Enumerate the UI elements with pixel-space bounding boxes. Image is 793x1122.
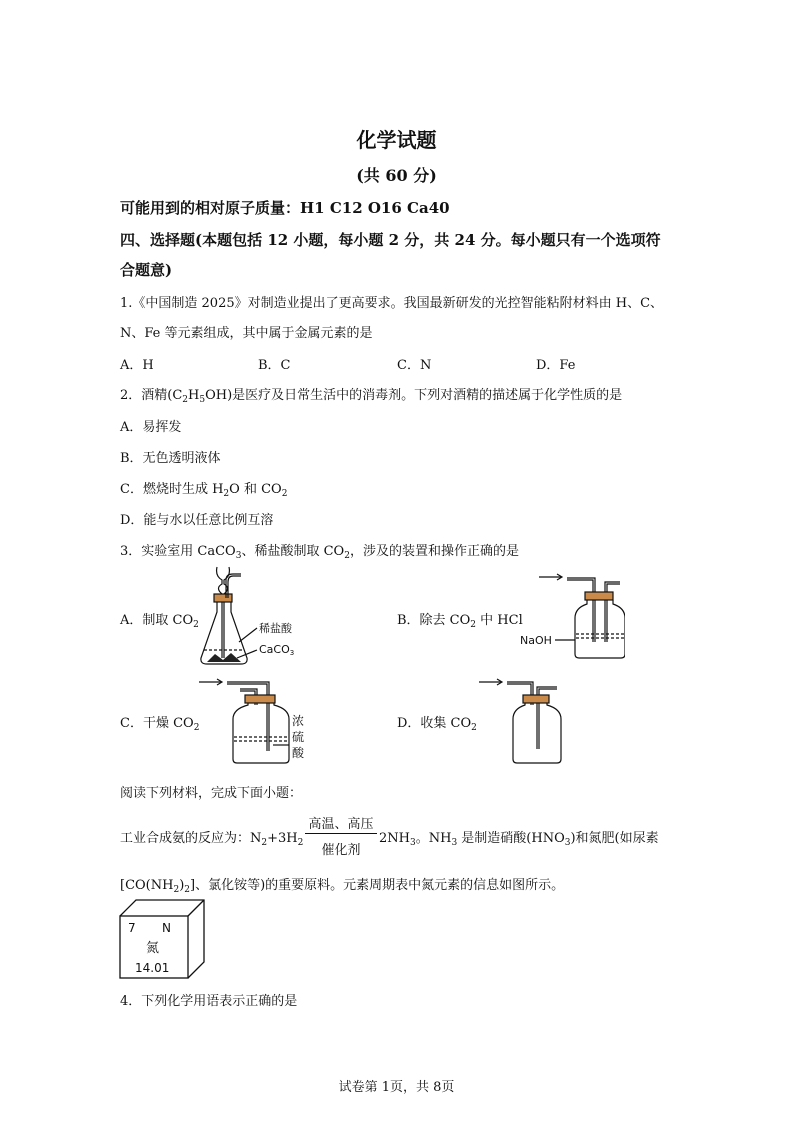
q1-stem-line1: 1.《中国制造 2025》对制造业提出了更高要求。我国最新研发的光控智能粘附材料由 H、C、 [120, 296, 664, 311]
reaction-arrow [305, 833, 377, 834]
element-mass: 14.01 [135, 961, 170, 975]
apparatus-a-flask [195, 562, 315, 670]
element-cell-nitrogen [118, 898, 208, 980]
atomic-masses: 可能用到的相对原子质量：H1 C12 O16 Ca40 [120, 199, 450, 217]
q2-option-a: A．易挥发 [120, 420, 182, 435]
q3-option-b: B．除去 $CO_2$ 中 HCl [397, 613, 523, 630]
label-conc-3: 酸 [292, 746, 305, 760]
reading-line2: $[CO(NH_2)_2]$、氯化铵等)的重要原料。元素周期表中氮元素的信息如图所示。 [120, 878, 565, 895]
apparatus-d-collect-bottle [475, 675, 585, 765]
reading-intro: 阅读下列材料，完成下面小题： [120, 786, 303, 801]
q3-option-a: A．制取 $CO_2$ [120, 613, 199, 630]
q2-option-c: C．燃烧时生成 $H_2O$ 和 $CO_2$ [120, 482, 288, 499]
reaction-product-sentence: $2NH_3$。$NH_3$ 是制造硝酸$(HNO_3)$和氮肥(如尿素 [379, 831, 659, 848]
q1-option-c: C．N [397, 358, 432, 373]
apparatus-b-wash-bottle [515, 572, 625, 662]
page-footer: 试卷第 1页，共 8页 [338, 1080, 455, 1095]
element-name: 氮 [146, 941, 160, 956]
section4-heading-line2: 合题意) [120, 261, 173, 279]
label-conc-2: 硫 [292, 730, 305, 744]
q2-stem: 2．酒精$(C_2H_5OH)$是医疗及日常生活中的消毒剂。下列对酒精的描述属于化学性质的是 [120, 388, 623, 405]
page-title: 化学试题 [356, 128, 437, 152]
element-symbol: N [162, 921, 171, 935]
label-conc-1: 浓 [292, 714, 305, 728]
element-number: 7 [128, 921, 136, 935]
q1-option-d: D．Fe [536, 358, 576, 373]
q3-option-d: D．收集 $CO_2$ [397, 716, 477, 733]
reaction-equation: 工业合成氨的反应为：$N_2+3H_2$ [120, 831, 304, 848]
q1-option-b: B．C [258, 358, 291, 373]
condition-bottom: 催化剂 [321, 843, 361, 858]
q1-option-a: A．H [120, 358, 154, 373]
q3-option-c: C．干燥 $CO_2$ [120, 716, 200, 733]
section4-heading-line1: 四、选择题(本题包括 12 小题，每小题 2 分，共 24 分。每小题只有一个选项符 [120, 231, 661, 249]
page-subtitle: (共 60 分) [356, 166, 437, 185]
q3-stem: 3．实验室用 CaCO$_3$、稀盐酸制取 $CO_2$，涉及的装置和操作正确的是 [120, 544, 519, 561]
apparatus-c-dry-bottle [195, 675, 320, 765]
q1-stem-line2: N、Fe 等元素组成，其中属于金属元素的是 [120, 326, 373, 341]
q2-option-b: B．无色透明液体 [120, 451, 221, 466]
q4-stem: 4．下列化学用语表示正确的是 [120, 994, 298, 1009]
condition-top: 高温、高压 [308, 817, 374, 832]
label-naoh: NaOH [520, 634, 552, 647]
q2-option-d: D．能与水以任意比例互溶 [120, 513, 274, 528]
label-dilute-hcl: 稀盐酸 [259, 622, 292, 635]
label-caco3: CaCO3 [259, 643, 295, 657]
